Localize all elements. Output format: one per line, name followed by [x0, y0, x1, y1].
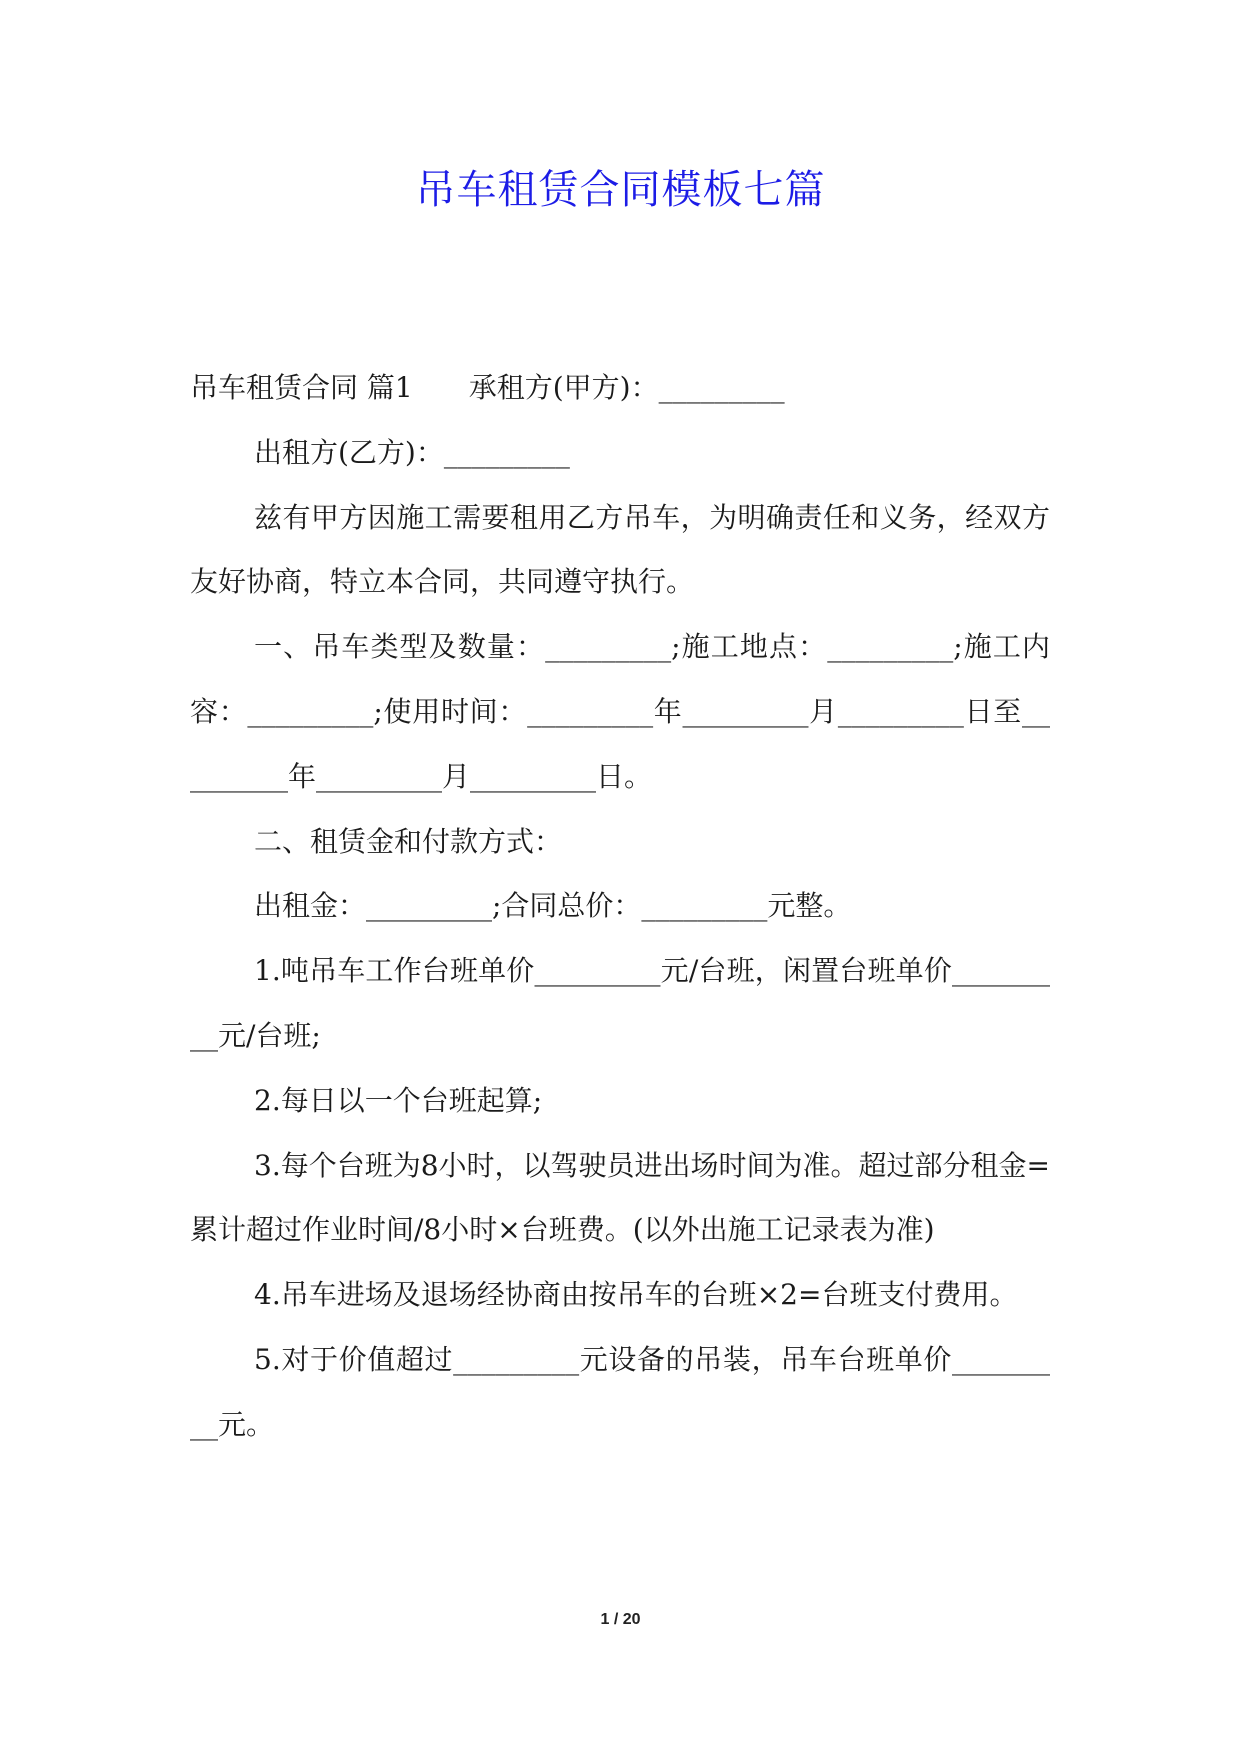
paragraph-item-2: 2.每日以一个台班起算;: [254, 1083, 543, 1117]
lessee-line: 承租方(甲方)：_________: [468, 371, 785, 404]
paragraph-item-4: 4.吊车进场及退场经协商由按吊车的台班×2=台班支付费用。: [254, 1278, 1018, 1312]
paragraph-rent: 出租金：_________;合同总价：_________元整。: [254, 889, 852, 923]
document-title: 吊车租赁合同模板七篇: [415, 167, 826, 213]
paragraph-item-3: 3.每个台班为8小时，以驾驶员进出场时间为准。超过部分租金=累计超过作业时间/8小时×台班费。(以外出施工记录表为准): [190, 1148, 1050, 1247]
paragraph-section-1: 一、吊车类型及数量：_________;施工地点：_________;施工内容：_________;使用时间：_________年_________月_________日至_________年_________月_________日。: [190, 630, 1050, 793]
paragraph-preamble: 兹有甲方因施工需要租用乙方吊车，为明确责任和义务，经双方友好协商，特立本合同，共同遵守执行。: [190, 500, 1050, 599]
paragraph-section-2-heading: 二、租赁金和付款方式：: [254, 824, 563, 858]
document-body: [190, 356, 1050, 1458]
paragraph-lessor: 出租方(乙方)：_________: [254, 435, 570, 469]
contract-section-label: 吊车租赁合同 篇1: [190, 371, 413, 404]
paragraph-item-5: 5.对于价值超过_________元设备的吊装，吊车台班单价_________元。: [190, 1342, 1050, 1441]
page-number: 1 / 20: [600, 1611, 641, 1628]
paragraph-contract-heading: [190, 356, 1050, 421]
paragraph-item-1: 1.吨吊车工作台班单价_________元/台班，闲置台班单价_________元/台班;: [190, 954, 1050, 1052]
